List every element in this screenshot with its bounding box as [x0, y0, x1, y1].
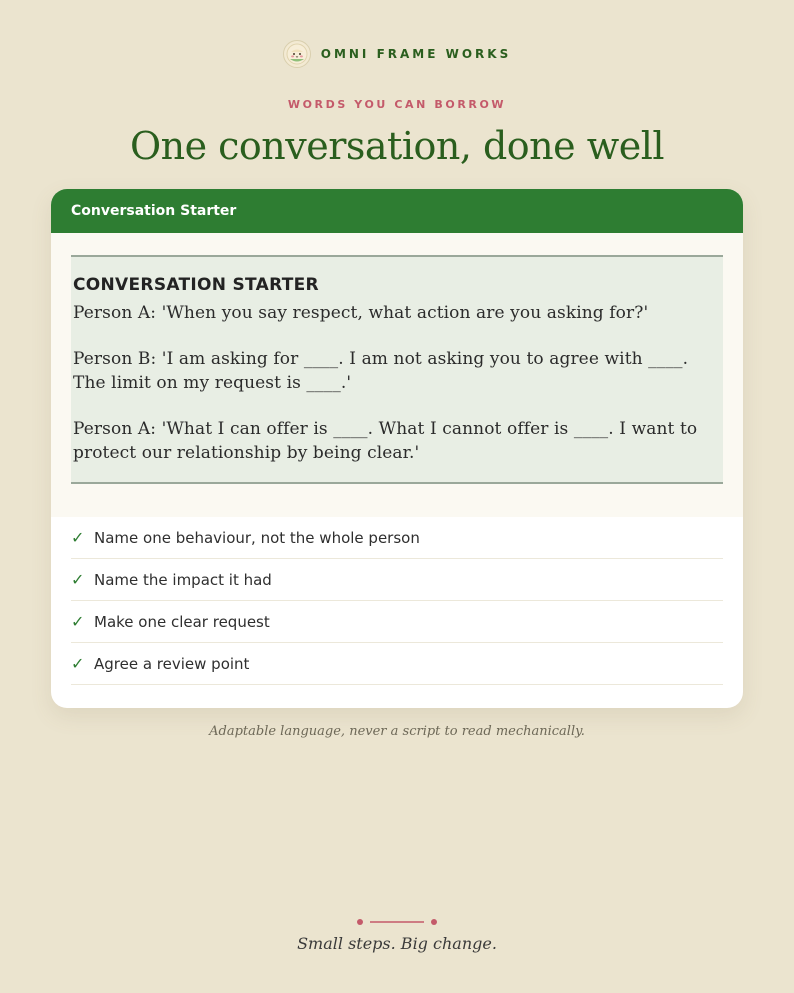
checkmark-icon: ✓ — [71, 612, 85, 631]
checkmark-icon: ✓ — [71, 528, 85, 547]
brand-header — [0, 40, 794, 68]
smiling-face-logo-icon — [283, 40, 311, 68]
brand-name: OMNI FRAME WORKS — [320, 47, 512, 61]
checklist-item — [71, 601, 723, 643]
checklist-item-text: Agree a review point — [94, 654, 250, 673]
card-header: Conversation Starter — [51, 189, 743, 233]
card-body — [51, 233, 743, 517]
starter-line-person-a-reply: Person A: 'What I can offer is ____. What I cannot offer is ____. I want to protect our relationship by being clear.' — [73, 419, 698, 463]
usage-note: Adaptable language, never a script to read mechanically. — [209, 724, 585, 739]
checklist-item — [71, 559, 723, 601]
conversation-starter-box — [71, 255, 723, 484]
checklist — [51, 517, 743, 685]
starter-line-person-b: Person B: 'I am asking for ____. I am not asking you to agree with ____. The limit on my request is ____.' — [73, 349, 689, 393]
section-eyebrow: WORDS YOU CAN BORROW — [287, 98, 507, 111]
checklist-item-text: Name one behaviour, not the whole person — [94, 528, 420, 547]
conversation-card — [51, 189, 743, 708]
checklist-item-text: Name the impact it had — [94, 570, 272, 589]
checklist-item — [71, 517, 723, 559]
page-title: One conversation, done well — [129, 124, 665, 168]
footer-tagline: Small steps. Big change. — [297, 934, 497, 953]
starter-line-person-a: Person A: 'When you say respect, what action are you asking for?' — [73, 303, 649, 323]
checkmark-icon: ✓ — [71, 654, 85, 673]
ornament-divider — [356, 917, 438, 927]
checklist-item-text: Make one clear request — [94, 612, 270, 631]
checklist-item — [71, 643, 723, 685]
starter-heading: CONVERSATION STARTER — [73, 275, 319, 295]
checkmark-icon: ✓ — [71, 570, 85, 589]
